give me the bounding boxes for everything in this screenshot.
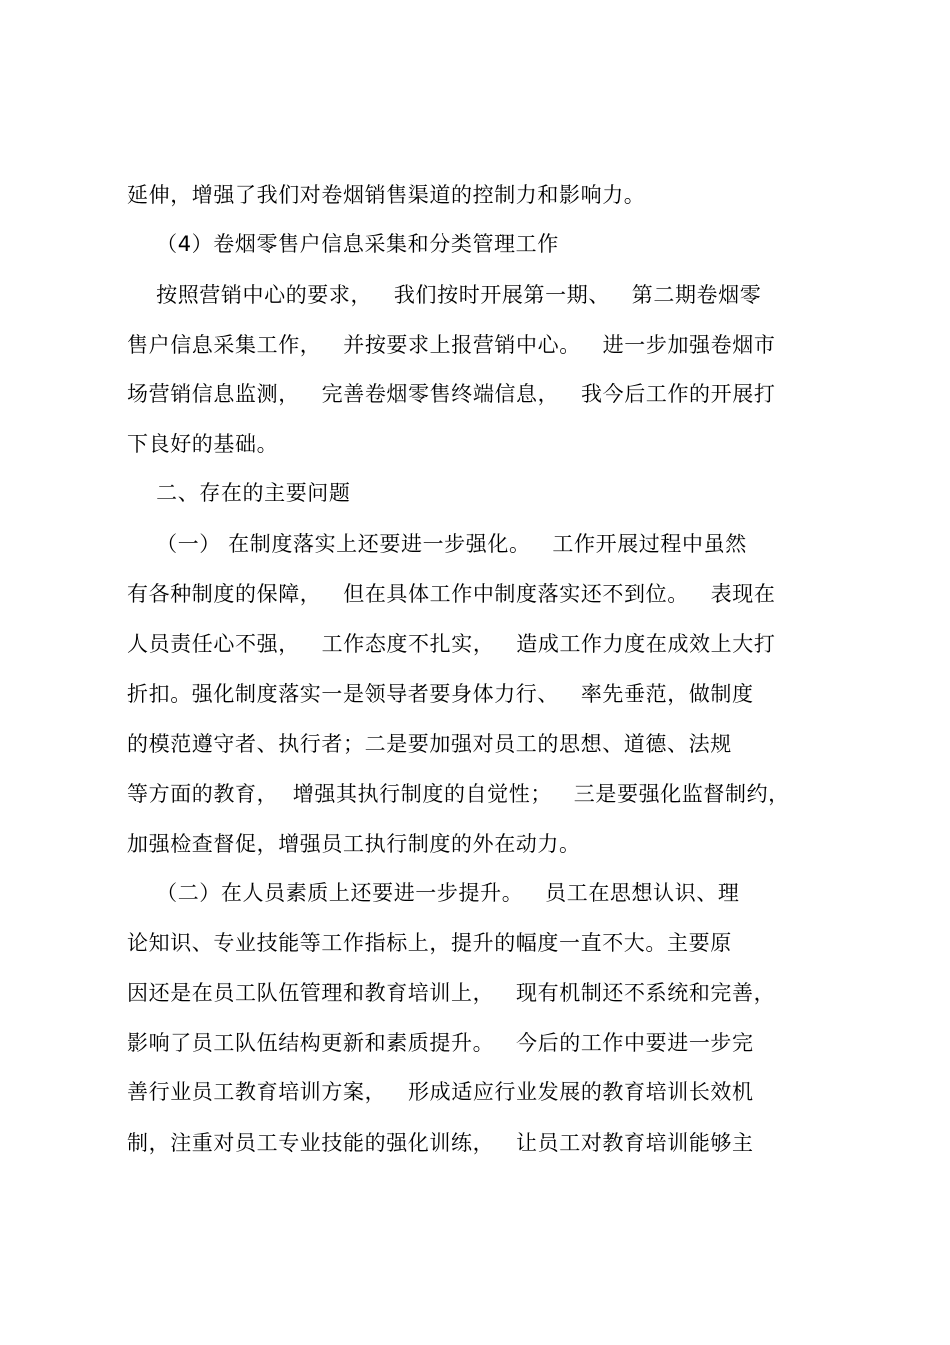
- text-line: 等方面的教育， 增强其执行制度的自觉性； 三是要强化监督制约，: [127, 782, 790, 806]
- text-line: 因还是在员工队伍管理和教育培训上， 现有机制还不系统和完善，: [127, 981, 776, 1005]
- text-line: 善行业员工教育培训方案， 形成适应行业发展的教育培训长效机: [127, 1080, 754, 1104]
- text-line: 的模范遵守者、执行者；二是要加强对员工的思想、道德、法规: [127, 732, 732, 756]
- text-line: 制，注重对员工专业技能的强化训练， 让员工对教育培训能够主: [127, 1131, 754, 1155]
- text-line: 折扣。强化制度落实一是领导者要身体力行、 率先垂范，做制度: [127, 682, 754, 706]
- text-line: 论知识、专业技能等工作指标上，提升的幅度一直不大。主要原: [127, 931, 732, 955]
- text-line: 售户信息采集工作， 并按要求上报营销中心。 进一步加强卷烟市: [127, 333, 776, 357]
- text-line: 按照营销中心的要求， 我们按时开展第一期、 第二期卷烟零: [127, 283, 762, 307]
- text-line: 人员责任心不强， 工作态度不扎实， 造成工作力度在成效上大打: [127, 632, 776, 656]
- text-line: 场营销信息监测， 完善卷烟零售终端信息， 我今后工作的开展打: [127, 382, 776, 406]
- section-heading: 二、存在的主要问题: [127, 481, 351, 505]
- text-line: （二）在人员素质上还要进一步提升。 员工在思想认识、理: [127, 881, 740, 905]
- text-line: 有各种制度的保障， 但在具体工作中制度落实还不到位。 表现在: [127, 582, 776, 606]
- text-line: 下良好的基础。: [127, 432, 279, 456]
- text-line: 影响了员工队伍结构更新和素质提升。 今后的工作中要进一步完: [127, 1031, 754, 1055]
- text-line: （一） 在制度落实上还要进一步强化。 工作开展过程中虽然: [127, 532, 747, 556]
- text-line: 延伸，增强了我们对卷烟销售渠道的控制力和影响力。: [127, 183, 646, 207]
- text-line: 加强检查督促，增强员工执行制度的外在动力。: [127, 832, 581, 856]
- text-line: （4）卷烟零售户信息采集和分类管理工作: [127, 232, 559, 256]
